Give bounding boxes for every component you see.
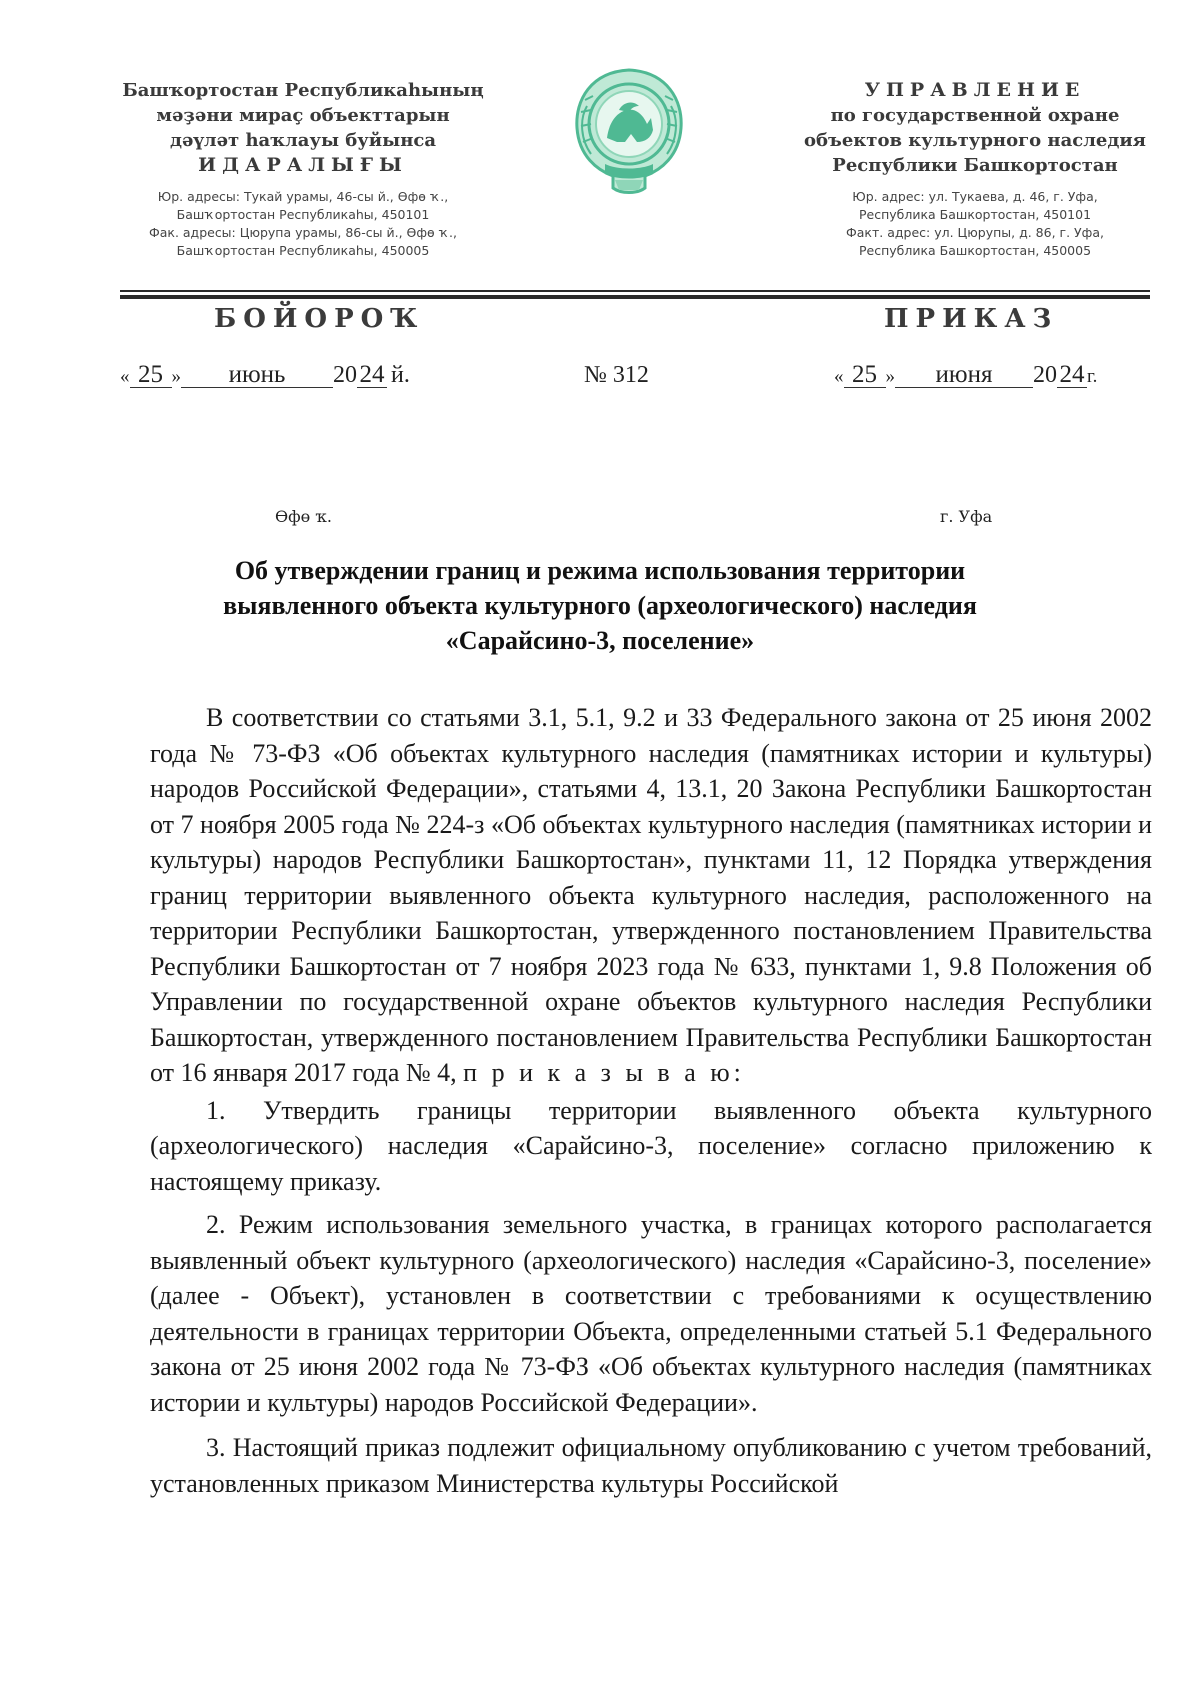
doc-type-left: БОЙОРОҠ	[214, 304, 425, 334]
header-left-address-1: Юр. адресы: Тукай урамы, 46-сы й., Өфө ҡ.,	[157, 189, 449, 204]
paragraph-item-1: 1. Утвердить границы территории выявленного объекта культурного (археологического) наследия «Сарайсино-3, поселение» согласно приложению к настоящему приказу.	[150, 1095, 1152, 1196]
order-number-value: 312	[612, 362, 649, 388]
document-title-line-1: Об утверждении границ и режима использования территории	[234, 556, 966, 585]
document-body	[150, 700, 1152, 1501]
header-left-address-4: Башҡортостан Республикаһы, 450005	[176, 243, 430, 258]
header-left-line-2: мәҙәни мираҫ объекттарын	[156, 105, 450, 126]
header-right-address-1: Юр. адрес: ул. Тукаева, д. 46, г. Уфа,	[852, 189, 1098, 204]
header-right-caps: УПРАВЛЕНИЕ	[864, 79, 1086, 101]
date-left-day: 25	[130, 363, 172, 388]
date-left-open-quote: «	[120, 366, 130, 387]
date-right-open-quote: «	[834, 366, 844, 387]
city-left: Өфө ҡ.	[275, 507, 332, 526]
header-right-line-1: по государственной охране	[830, 105, 1120, 126]
header-right-address-4: Республика Башкортостан, 450005	[858, 243, 1092, 258]
header-left-caps: ИДАРАЛЫҒЫ	[198, 154, 408, 176]
city-right: г. Уфа	[940, 507, 993, 526]
header-right-address	[790, 188, 1160, 260]
date-left	[120, 362, 410, 389]
paragraph-intro	[150, 700, 1152, 1091]
date-right-close-quote: »	[885, 366, 895, 387]
date-right-day: 25	[844, 363, 886, 388]
date-right-suffix: г.	[1087, 366, 1098, 387]
header-left-address-2: Башҡортостан Республикаһы, 450101	[176, 207, 430, 222]
paragraph-item-2: 2. Режим использования земельного участка, в границах которого располагается выявленный объект культурного (археологического) наследия «Сарайсино-3, поселение» (далее - Объект), установлен в соответствии с требованиями к осуществлению деятельности в границах территории Объекта, определенными статьей 5.1 Федерального закона от 25 июня 2002 года № 73-ФЗ «Об объектах культурного наследия (памятниках истории и культуры) народов Российской Федерации».	[150, 1210, 1152, 1417]
header-right-line-2: объектов культурного наследия	[804, 130, 1146, 151]
header-left-line-3: дәүләт һаҡлауы буйынса	[169, 130, 436, 151]
order-word: п р и к а з ы в а ю:	[463, 1058, 745, 1087]
date-right-year: 24	[1057, 363, 1087, 388]
header-right-address-3: Факт. адрес: ул. Цюрупы, д. 86, г. Уфа,	[846, 225, 1104, 240]
date-left-close-quote: »	[171, 366, 181, 387]
intro-text: В соответствии со статьями 3.1, 5.1, 9.2 и 33 Федерального закона от 25 июня 2002 года № 73-ФЗ «Об объектах культурного наследия (памятниках истории и культуры) народов Российской Федерации», статьями 4, 13.1, 20 Закона Республики Башкортостан от 7 ноября 2005 года № 224-з «Об объектах культурного наследия (памятниках истории и культуры) народов Республики Башкортостан», пунктами 11, 12 Порядка утверждения границ территории выявленного объекта культурного наследия, расположенного на территории Республики Башкортостан, утвержденного постановлением Правительства Республики Башкортостан от 7 ноября 2023 года № 633, пунктами 1, 9.8 Положения об Управлении по государственной охране объектов культурного наследия Республики Башкортостан, утвержденного постановлением Правительства Республики Башкортостан от 16 января 2017 года № 4,	[150, 703, 1152, 1087]
header-left-address-3: Фак. адресы: Цюрупа урамы, 86-сы й., Өфө ҡ.,	[148, 225, 458, 240]
header-left	[118, 78, 488, 260]
date-left-suffix: й.	[391, 362, 410, 388]
paragraph-item-3: 3. Настоящий приказ подлежит официальному опубликованию с учетом требований, установленных приказом Министерства культуры Российской	[150, 1433, 1152, 1498]
doc-type-right: ПРИКАЗ	[884, 304, 1059, 334]
date-right-month: июня	[895, 363, 1033, 388]
header-divider-thin	[120, 290, 1150, 292]
document-title-line-2: выявленного объекта культурного (археологического) наследия	[223, 591, 977, 620]
header-right-line-3: Республики Башкортостан	[832, 155, 1118, 176]
date-right-year-prefix: 20	[1033, 362, 1057, 388]
republic-emblem-icon	[569, 66, 689, 198]
document-title-line-3: «Сарайсино-3, поселение»	[445, 626, 755, 655]
date-right	[834, 362, 1097, 389]
order-number-sign: №	[584, 362, 607, 388]
date-left-month: июнь	[181, 363, 333, 388]
header-divider-thick	[120, 295, 1150, 299]
date-left-year-prefix: 20	[333, 362, 357, 388]
header-right-address-2: Республика Башкортостан, 450101	[858, 207, 1092, 222]
document-title	[150, 553, 1050, 658]
header-left-address	[118, 188, 488, 260]
date-left-year: 24	[357, 363, 387, 388]
order-number	[584, 362, 649, 389]
header-left-line-1: Башҡортостан Республикаһының	[122, 80, 484, 101]
header-right	[790, 78, 1160, 260]
